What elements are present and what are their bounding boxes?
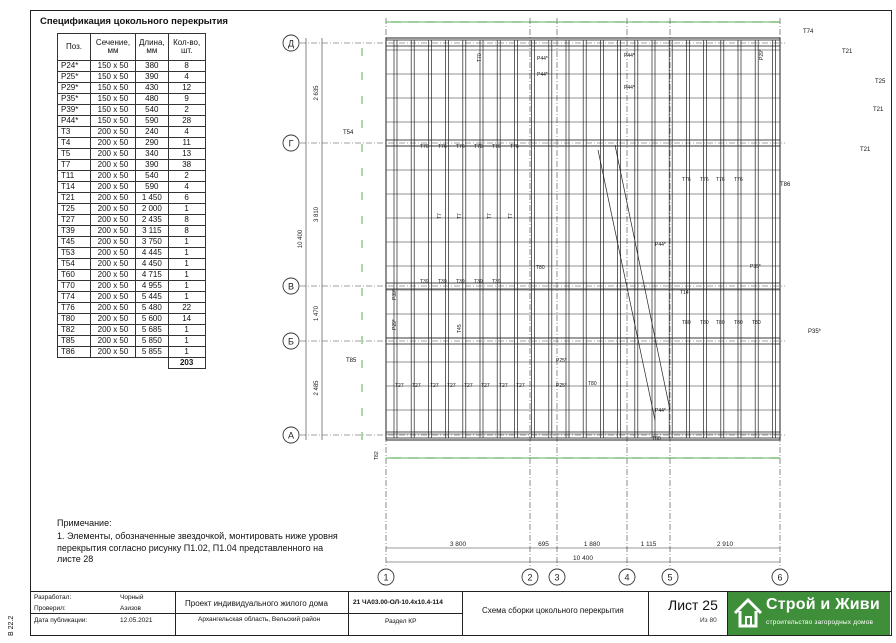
house-logo-icon xyxy=(733,597,763,629)
member-label: P44* xyxy=(537,56,548,62)
spec-pos: T80 xyxy=(58,314,91,325)
member-label: T82 xyxy=(374,451,380,460)
spec-section: 150 x 50 xyxy=(91,61,136,72)
spec-pos: T86 xyxy=(58,347,91,358)
column-axis-label: 5 xyxy=(667,572,673,583)
spec-length: 2 000 xyxy=(136,204,169,215)
spec-qty: 9 xyxy=(168,94,205,105)
spec-length: 390 xyxy=(136,72,169,83)
member-label: T27 xyxy=(430,383,439,389)
spec-section: 150 x 50 xyxy=(91,116,136,127)
member-label: T80 xyxy=(682,320,691,326)
spec-section: 150 x 50 xyxy=(91,105,136,116)
spec-pos: P39* xyxy=(58,105,91,116)
spec-length: 4 955 xyxy=(136,281,169,292)
member-label: T39 xyxy=(492,279,501,285)
member-label: T76 xyxy=(700,177,709,183)
member-label: T85 xyxy=(346,358,357,364)
member-label: P44* xyxy=(624,53,635,59)
developed-name: Чорный xyxy=(120,594,144,601)
spec-title: Спецификация цокольного перекрытия xyxy=(40,16,228,27)
column-axis-label: 1 xyxy=(383,572,389,583)
row-axis-label: Г xyxy=(288,138,294,149)
spec-section: 200 x 50 xyxy=(91,237,136,248)
spec-qty: 1 xyxy=(168,347,205,358)
spec-length: 540 xyxy=(136,171,169,182)
spec-pos: P25* xyxy=(58,72,91,83)
spec-pos: T39 xyxy=(58,226,91,237)
column-axis-label: 3 xyxy=(554,572,560,583)
spec-qty: 8 xyxy=(168,226,205,237)
bottom-dimension-value: 3 800 xyxy=(449,541,467,548)
member-label: T39 xyxy=(420,279,429,285)
member-label: T76 xyxy=(492,144,501,150)
spec-length: 4 450 xyxy=(136,259,169,270)
bottom-dimension-value: 2 910 xyxy=(716,541,734,548)
spec-length: 3 750 xyxy=(136,237,169,248)
spec-section: 200 x 50 xyxy=(91,149,136,160)
member-label: T7 xyxy=(457,213,463,219)
member-label: T7 xyxy=(508,213,514,219)
member-label: T21 xyxy=(860,147,871,153)
spec-length: 5 600 xyxy=(136,314,169,325)
spec-length: 480 xyxy=(136,94,169,105)
member-label: T39 xyxy=(456,279,465,285)
member-label: T27 xyxy=(516,383,525,389)
spec-pos: T76 xyxy=(58,303,91,314)
spec-pos: T11 xyxy=(58,171,91,182)
note-title: Примечание: xyxy=(57,518,112,528)
member-label: T45 xyxy=(457,324,463,333)
spec-qty: 1 xyxy=(168,292,205,303)
spec-qty: 12 xyxy=(168,83,205,94)
spec-pos: T85 xyxy=(58,336,91,347)
spec-section: 200 x 50 xyxy=(91,182,136,193)
spec-header-pos: Поз. xyxy=(58,34,91,61)
member-label: T54 xyxy=(343,130,354,136)
project-location: Архангельская область, Вельский район xyxy=(198,616,321,623)
spec-length: 240 xyxy=(136,127,169,138)
checked-label: Проверил: xyxy=(34,605,66,612)
member-label: T76 xyxy=(734,177,743,183)
spec-section: 150 x 50 xyxy=(91,94,136,105)
member-label: P29* xyxy=(759,49,765,60)
spec-length: 4 445 xyxy=(136,248,169,259)
member-label: T21 xyxy=(842,49,853,55)
spec-section: 200 x 50 xyxy=(91,215,136,226)
spec-qty: 1 xyxy=(168,325,205,336)
member-label: T76 xyxy=(682,177,691,183)
spec-qty: 1 xyxy=(168,237,205,248)
spec-header-section: Сечение, мм xyxy=(91,34,136,61)
spec-qty: 8 xyxy=(168,215,205,226)
left-dimension-value: 1 470 xyxy=(314,305,320,322)
company-logo xyxy=(728,592,890,635)
left-dimension-value: 3 810 xyxy=(314,206,320,223)
spec-length: 340 xyxy=(136,149,169,160)
project-code: 21 ЧА03.00-ОЛ-10.4х10.4-114 xyxy=(353,599,443,606)
bottom-dimension-value: 1 880 xyxy=(583,541,601,548)
stair-diagonal xyxy=(615,145,670,410)
spec-section: 200 x 50 xyxy=(91,292,136,303)
member-label: T21 xyxy=(873,107,884,113)
spec-section: 200 x 50 xyxy=(91,336,136,347)
developed-label: Разработал: xyxy=(34,594,72,601)
member-label: P35* xyxy=(808,329,822,335)
spec-section: 200 x 50 xyxy=(91,171,136,182)
spec-qty: 6 xyxy=(168,193,205,204)
spec-qty: 4 xyxy=(168,127,205,138)
member-label: T80 xyxy=(700,320,709,326)
member-label: T70 xyxy=(477,53,483,62)
spec-pos: T14 xyxy=(58,182,91,193)
section-name: Раздел КР xyxy=(385,618,417,625)
member-label: T80 xyxy=(734,320,743,326)
member-label: P29* xyxy=(392,319,398,330)
member-label: P35* xyxy=(750,264,761,270)
spec-length: 5 850 xyxy=(136,336,169,347)
member-label: T76 xyxy=(474,144,483,150)
spec-section: 200 x 50 xyxy=(91,160,136,171)
member-label: T7 xyxy=(487,213,493,219)
spec-qty: 1 xyxy=(168,204,205,215)
sheet-number: Лист 25 xyxy=(668,597,718,613)
member-label: T76 xyxy=(510,144,519,150)
row-axis-label: Б xyxy=(288,336,294,347)
spec-qty: 1 xyxy=(168,248,205,259)
spec-total: 203 xyxy=(168,358,205,369)
spec-qty: 11 xyxy=(168,138,205,149)
member-label: P44* xyxy=(655,242,666,248)
note-text: 1. Элементы, обозначенные звездочкой, монтировать ниже уровня перекрытия согласно рисунку П1.02, П1.04 представленного на листе 28 xyxy=(57,531,338,564)
spec-pos: P44* xyxy=(58,116,91,127)
logo-brand: Строй и Живи xyxy=(766,596,880,613)
member-label: P39* xyxy=(392,289,398,300)
row-axis-label: В xyxy=(287,281,295,292)
spec-section: 200 x 50 xyxy=(91,303,136,314)
row-axis-label: Д xyxy=(287,38,295,49)
date-value: 12.05.2021 xyxy=(120,617,153,624)
spec-length: 380 xyxy=(136,61,169,72)
spec-pos: T7 xyxy=(58,160,91,171)
spec-pos: P29* xyxy=(58,83,91,94)
sheet-total: Из 80 xyxy=(700,617,717,624)
project-name: Проект индивидуального жилого дома xyxy=(185,599,328,608)
member-label: P44* xyxy=(537,72,548,78)
spec-section: 200 x 50 xyxy=(91,270,136,281)
member-label: T76 xyxy=(420,144,429,150)
side-code: В 22.2 xyxy=(8,615,15,636)
spec-qty: 14 xyxy=(168,314,205,325)
spec-section: 200 x 50 xyxy=(91,259,136,270)
spec-section: 200 x 50 xyxy=(91,204,136,215)
spec-qty: 2 xyxy=(168,171,205,182)
spec-length: 390 xyxy=(136,160,169,171)
spec-qty: 2 xyxy=(168,105,205,116)
spec-length: 1 450 xyxy=(136,193,169,204)
spec-length: 590 xyxy=(136,182,169,193)
spec-length: 430 xyxy=(136,83,169,94)
left-dimension-value: 2 635 xyxy=(314,85,320,101)
spec-qty: 28 xyxy=(168,116,205,127)
spec-header-length: Длина, мм xyxy=(136,34,169,61)
member-label: T74 xyxy=(803,29,814,35)
member-label: T27 xyxy=(395,383,404,389)
spec-pos: T53 xyxy=(58,248,91,259)
spec-section: 200 x 50 xyxy=(91,226,136,237)
spec-pos: T3 xyxy=(58,127,91,138)
logo-tagline: строительство загородных домов xyxy=(766,619,874,626)
spec-pos: T54 xyxy=(58,259,91,270)
spec-qty: 4 xyxy=(168,182,205,193)
spec-pos: T60 xyxy=(58,270,91,281)
spec-qty: 8 xyxy=(168,61,205,72)
member-label: T76 xyxy=(716,177,725,183)
member-label: T27 xyxy=(481,383,490,389)
spec-pos: P35* xyxy=(58,94,91,105)
bottom-dimension-value: 695 xyxy=(538,541,549,548)
spec-section: 200 x 50 xyxy=(91,281,136,292)
spec-section: 200 x 50 xyxy=(91,127,136,138)
member-label: T80 xyxy=(752,320,761,326)
spec-length: 3 115 xyxy=(136,226,169,237)
member-label: T27 xyxy=(464,383,473,389)
member-label: T80 xyxy=(536,265,545,271)
spec-length: 4 715 xyxy=(136,270,169,281)
left-overall-dimension: 10 400 xyxy=(298,229,304,249)
spec-qty: 1 xyxy=(168,336,205,347)
spec-pos: P24* xyxy=(58,61,91,72)
member-label: T86 xyxy=(780,182,791,188)
spec-pos: T21 xyxy=(58,193,91,204)
spec-section: 200 x 50 xyxy=(91,138,136,149)
spec-length: 5 480 xyxy=(136,303,169,314)
spec-qty: 22 xyxy=(168,303,205,314)
bottom-overall-dimension: 10 400 xyxy=(573,555,593,562)
spec-qty: 1 xyxy=(168,281,205,292)
member-label: T7 xyxy=(437,213,443,219)
spec-pos: T27 xyxy=(58,215,91,226)
member-label: T27 xyxy=(499,383,508,389)
member-label: T27 xyxy=(412,383,421,389)
column-axis-label: 6 xyxy=(777,572,783,583)
member-label: T76 xyxy=(456,144,465,150)
spec-pos: T5 xyxy=(58,149,91,160)
spec-section: 150 x 50 xyxy=(91,72,136,83)
spec-qty: 1 xyxy=(168,259,205,270)
spec-pos: T70 xyxy=(58,281,91,292)
member-label: T80 xyxy=(716,320,725,326)
spec-pos: T82 xyxy=(58,325,91,336)
member-label: T39 xyxy=(438,279,447,285)
column-axis-label: 4 xyxy=(624,572,630,583)
spec-length: 5 855 xyxy=(136,347,169,358)
stair-diagonal xyxy=(598,150,655,420)
spec-qty: 1 xyxy=(168,270,205,281)
member-label: P25* xyxy=(556,383,567,389)
spec-pos: T45 xyxy=(58,237,91,248)
member-label: P25* xyxy=(556,358,567,364)
member-label: T76 xyxy=(438,144,447,150)
row-axis-label: А xyxy=(287,430,295,441)
spec-length: 2 435 xyxy=(136,215,169,226)
spec-header-qty: Кол-во, шт. xyxy=(168,34,205,61)
member-label: T80 xyxy=(652,436,661,442)
spec-length: 540 xyxy=(136,105,169,116)
checked-name: Азизов xyxy=(120,605,141,612)
column-axis-label: 2 xyxy=(527,572,533,583)
spec-qty: 13 xyxy=(168,149,205,160)
spec-pos: T4 xyxy=(58,138,91,149)
spec-length: 5 445 xyxy=(136,292,169,303)
spec-length: 5 685 xyxy=(136,325,169,336)
date-label: Дата публикации: xyxy=(34,617,88,624)
member-label: P44* xyxy=(655,408,666,414)
spec-section: 200 x 50 xyxy=(91,314,136,325)
spec-qty: 4 xyxy=(168,72,205,83)
left-dimension-value: 2 485 xyxy=(314,380,320,396)
member-label: T27 xyxy=(447,383,456,389)
member-label: T25 xyxy=(875,79,886,85)
member-label: P44* xyxy=(624,85,635,91)
bottom-dimension-value: 1 115 xyxy=(640,541,657,548)
member-label: T80 xyxy=(588,381,597,387)
spec-section: 200 x 50 xyxy=(91,325,136,336)
member-label: T39 xyxy=(474,279,483,285)
spec-pos: T74 xyxy=(58,292,91,303)
spec-length: 290 xyxy=(136,138,169,149)
spec-section: 200 x 50 xyxy=(91,193,136,204)
spec-qty: 38 xyxy=(168,160,205,171)
spec-section: 200 x 50 xyxy=(91,248,136,259)
drawing-title: Схема сборки цокольного перекрытия xyxy=(482,606,624,615)
spec-pos: T25 xyxy=(58,204,91,215)
spec-section: 200 x 50 xyxy=(91,347,136,358)
member-label: T14 xyxy=(680,290,689,296)
spec-length: 590 xyxy=(136,116,169,127)
spec-section: 150 x 50 xyxy=(91,83,136,94)
